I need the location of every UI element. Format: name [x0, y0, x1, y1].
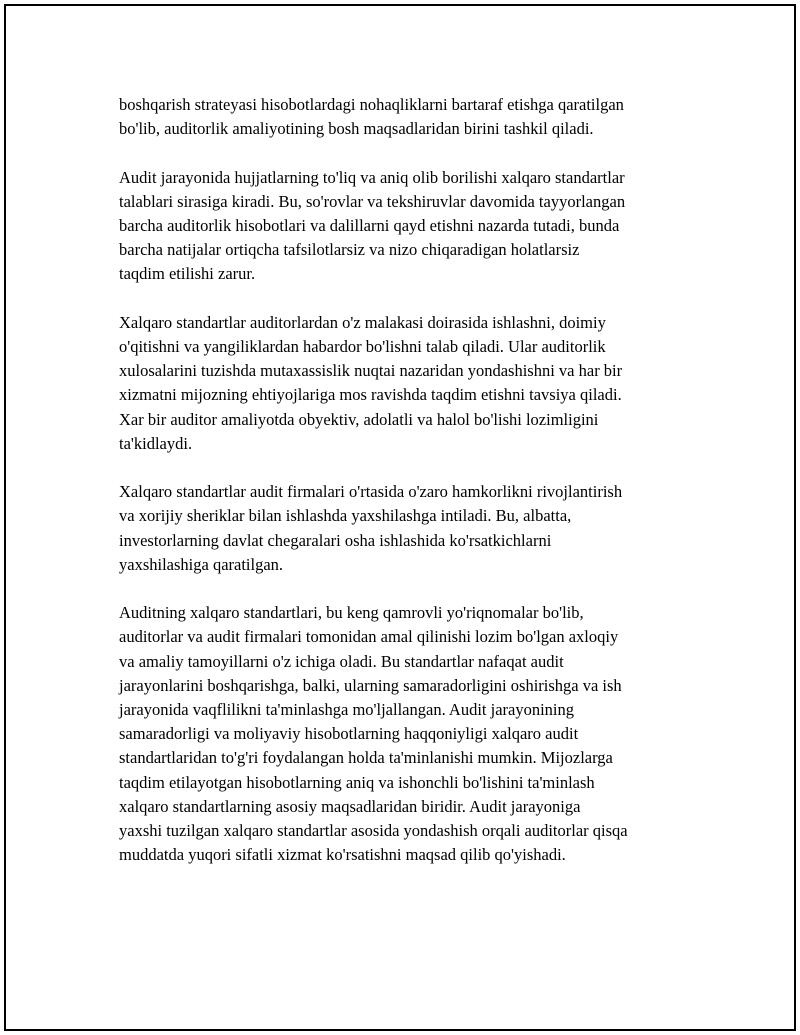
paragraph-2: Audit jarayonida hujjatlarning to'liq va aniq olib borilishi xalqaro standartlar talablari sirasiga kiradi. Bu, so'rovlar va tekshiruvlar davomida tayyorlangan barcha auditorlik hisobotlari va dalillarni qayd etishni nazarda tutadi, bunda barcha natijalar ortiqcha tafsilotlarsiz va nizo chiqaradigan holatlarsiz taqdim etilishi zarur. — [119, 167, 626, 284]
document-body — [119, 93, 704, 867]
paragraph-3: Xalqaro standartlar auditorlardan o'z malakasi doirasida ishlashni, doimiy o'qitishni va yangiliklardan habardor bo'lishni talab qiladi. Ular auditorlik xulosalarini tuzishda mutaxassislik nuqtai nazaridan yondashishni va har bir xizmatni mijozning ehtiyojlariga mos ravishda taqdim etishni tavsiya qiladi. Xar bir auditor amaliyotda obyektiv, adolatli va halol bo'lishi lozimligini ta'kidlaydi. — [119, 312, 623, 453]
paragraph-4: Xalqaro standartlar audit firmalari o'rtasida o'zaro hamkorlikni rivojlantirish va xorijiy sheriklar bilan ishlashda yaxshilashga intiladi. Bu, albatta, investorlarning davlat chegaralari osha ishlashida ko'rsatkichlarni yaxshilashiga qaratilgan. — [119, 482, 623, 574]
paragraph-5: Auditning xalqaro standartlari, bu keng qamrovli yo'riqnomalar bo'lib, auditorlar va audit firmalari tomonidan amal qilinishi lozim bo'lgan axloqiy va amaliy tamoyillarni o'z ichiga oladi. Bu standartlar nafaqat audit jarayonlarini boshqarishga, balki, ularning samaradorligini oshirishga va ish jarayonida vaqflilikni ta'minlashga mo'ljallangan. Audit jarayonining samaradorligi va moliyaviy hisobotlarning haqqoniyligi xalqaro audit standartlaridan to'g'ri foydalangan holda ta'minlanishi mumkin. Mijozlarga taqdim etilayotgan hisobotlarning aniq va ishonchli bo'lishini ta'minlash xalqaro standartlarning asosiy maqsadlaridan biridir. Audit jarayoniga yaxshi tuzilgan xalqaro standartlar asosida yondashish orqali auditorlar qisqa muddatda yuqori sifatli xizmat ko'rsatishni maqsad qilib qo'yishadi. — [119, 603, 628, 865]
paragraph-1: boshqarish strateyasi hisobotlardagi nohaqliklarni bartaraf etishga qaratilgan bo'lib, auditorlik amaliyotining bosh maqsadlaridan birini tashkil qiladi. — [119, 95, 624, 139]
